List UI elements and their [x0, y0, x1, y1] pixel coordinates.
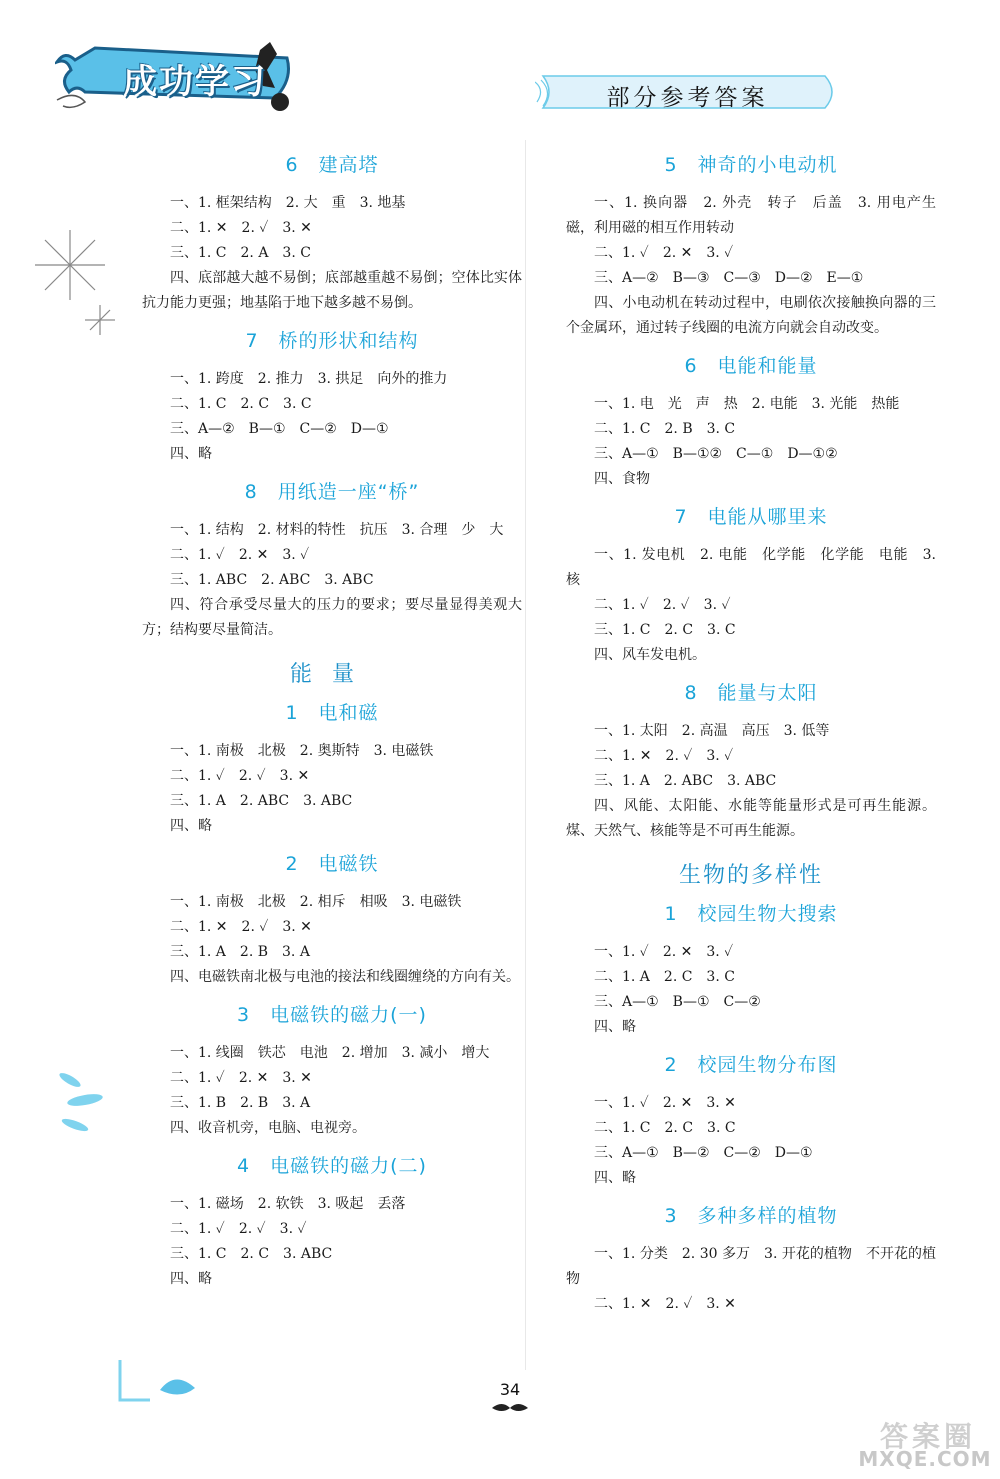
section-title: 6 电能和能量 — [684, 355, 818, 377]
answer-line: 三、1. ABC 2. ABC 3. ABC — [170, 572, 374, 588]
logo — [55, 40, 305, 120]
section-title: 3 电磁铁的磁力(一) — [237, 1004, 427, 1026]
answer-line: 三、1. B 2. B 3. A — [170, 1095, 311, 1111]
answer-line: 一、1. 结构 2. 材料的特性 抗压 3. 合理 少 大 — [170, 522, 504, 538]
answer-line: 二、1. C 2. B 3. C — [594, 421, 736, 437]
answer-line: 三、A—② B—① C—② D—① — [170, 421, 389, 437]
section-title: 6 建高塔 — [285, 154, 379, 176]
answer-line: 一、1. 分类 2. 30 多万 3. 开花的植物 不开花的植物 — [566, 1246, 936, 1287]
answer-line: 四、电磁铁南北极与电池的接法和线圈缠绕的方向有关。 — [170, 969, 520, 985]
answer-line: 二、1. ✕ 2. ✓ 3. ✓ — [594, 748, 734, 764]
answer-line: 四、略 — [170, 1271, 212, 1287]
answer-line: 一、1. 跨度 2. 推力 3. 拱足 向外的推力 — [170, 371, 448, 387]
section-title: 8 用纸造一座“桥” — [244, 481, 420, 503]
splash-decoration-icon — [50, 1060, 120, 1150]
answer-line: 一、1. 发电机 2. 电能 化学能 化学能 电能 3. 核 — [566, 547, 941, 588]
unit-title: 生物的多样性 — [678, 863, 823, 888]
section-title: 1 校园生物大搜索 — [664, 903, 838, 925]
answer-line: 一、1. 换向器 2. 外壳 转子 后盖 3. 用电产生磁，利用磁的相互作用转动 — [566, 195, 936, 236]
answer-line: 二、1. ✓ 2. ✓ 3. ✓ — [170, 1221, 307, 1237]
header-title: 部分参考答案 — [606, 85, 769, 111]
answer-line: 四、略 — [170, 818, 212, 834]
answer-line: 三、A—② B—③ C—③ D—② E—① — [594, 270, 864, 286]
flower-decoration-icon — [30, 225, 120, 345]
section-title: 7 电能从哪里来 — [674, 506, 828, 528]
answer-line: 二、1. ✓ 2. ✕ 3. ✕ — [170, 1070, 312, 1086]
answer-line: 二、1. A 2. C 3. C — [594, 969, 735, 985]
answer-line: 一、1. 南极 北极 2. 相斥 相吸 3. 电磁铁 — [170, 894, 462, 910]
column-divider — [525, 140, 526, 1370]
answer-line: 四、收音机旁，电脑、电视旁。 — [170, 1120, 366, 1136]
answer-line: 四、底部越大越不易倒；底部越重越不易倒；空体比实体抗力能力更强；地基陷于地下越多越不易倒。 — [142, 270, 522, 311]
watermark — [855, 1415, 995, 1475]
page-ornament-icon — [490, 1400, 530, 1414]
answer-line: 四、风能、太阳能、水能等能量形式是可再生能源。煤、天然气、核能等是不可再生能源。 — [566, 798, 936, 839]
answer-line: 二、1. ✕ 2. ✓ 3. ✕ — [170, 220, 312, 236]
leaf-decoration-icon — [110, 1350, 200, 1410]
answer-line: 二、1. ✓ 2. ✕ 3. ✓ — [594, 245, 734, 261]
logo-text: 成功学习 — [123, 62, 267, 102]
answer-line: 三、A—① B—② C—② D—① — [594, 1145, 813, 1161]
answer-line: 四、符合承受尽量大的压力的要求；要尽量显得美观大方；结构要尽量简洁。 — [142, 597, 522, 638]
page-number: 34 — [499, 1380, 521, 1399]
answer-line: 二、1. ✓ 2. ✕ 3. ✓ — [170, 547, 310, 563]
answer-line: 一、1. 南极 北极 2. 奥斯特 3. 电磁铁 — [170, 743, 434, 759]
answer-line: 二、1. C 2. C 3. C — [170, 396, 312, 412]
answer-line: 四、食物 — [594, 471, 650, 487]
answer-line: 一、1. ✓ 2. ✕ 3. ✕ — [594, 1095, 736, 1111]
answer-line: 三、A—① B—① C—② — [594, 994, 761, 1010]
answer-line: 二、1. ✓ 2. ✓ 3. ✕ — [170, 768, 310, 784]
watermark-url: MXQE.COM — [858, 1447, 992, 1471]
unit-title: 能量 — [289, 662, 374, 687]
answer-line: 四、小电动机在转动过程中，电刷依次接触换向器的三个金属环，通过转子线圈的电流方向就会自动改变。 — [566, 295, 936, 336]
section-title: 2 电磁铁 — [285, 853, 379, 875]
section-title: 2 校园生物分布图 — [664, 1054, 838, 1076]
answer-line: 三、1. C 2. C 3. ABC — [170, 1246, 333, 1262]
answer-line: 一、1. 太阳 2. 高温 高压 3. 低等 — [594, 723, 830, 739]
answer-line: 一、1. ✓ 2. ✕ 3. ✓ — [594, 944, 734, 960]
section-title: 5 神奇的小电动机 — [664, 154, 838, 176]
answer-line: 二、1. ✓ 2. ✓ 3. ✓ — [594, 597, 731, 613]
section-title: 7 桥的形状和结构 — [245, 330, 419, 352]
section-title: 3 多种多样的植物 — [664, 1205, 838, 1227]
answer-line: 二、1. C 2. C 3. C — [594, 1120, 736, 1136]
answer-line: 三、1. A 2. B 3. A — [170, 944, 310, 960]
answer-line: 二、1. ✕ 2. ✓ 3. ✕ — [594, 1296, 736, 1312]
answer-line: 四、略 — [594, 1019, 636, 1035]
answer-line: 一、1. 框架结构 2. 大 重 3. 地基 — [170, 195, 406, 211]
section-title: 4 电磁铁的磁力(二) — [237, 1155, 427, 1177]
answer-line: 二、1. ✕ 2. ✓ 3. ✕ — [170, 919, 312, 935]
right-column — [566, 140, 941, 1317]
answer-line: 一、1. 磁场 2. 软铁 3. 吸起 丢落 — [170, 1196, 406, 1212]
section-title: 8 能量与太阳 — [684, 682, 818, 704]
left-column — [142, 140, 522, 1292]
answer-line: 三、1. C 2. A 3. C — [170, 245, 311, 261]
answer-line: 四、风车发电机。 — [594, 647, 706, 663]
answer-line: 一、1. 线圈 铁芯 电池 2. 增加 3. 减小 增大 — [170, 1045, 490, 1061]
header-banner — [535, 72, 840, 112]
answer-line: 三、1. A 2. ABC 3. ABC — [170, 793, 353, 809]
answer-line: 一、1. 电 光 声 热 2. 电能 3. 光能 热能 — [594, 396, 900, 412]
answer-line: 三、1. A 2. ABC 3. ABC — [594, 773, 777, 789]
section-title: 1 电和磁 — [285, 702, 379, 724]
watermark-logo: 答案圈 — [879, 1420, 976, 1453]
answer-line: 三、1. C 2. C 3. C — [594, 622, 736, 638]
answer-line: 三、A—① B—①② C—① D—①② — [594, 446, 838, 462]
answer-line: 四、略 — [170, 446, 212, 462]
answer-line: 四、略 — [594, 1170, 636, 1186]
